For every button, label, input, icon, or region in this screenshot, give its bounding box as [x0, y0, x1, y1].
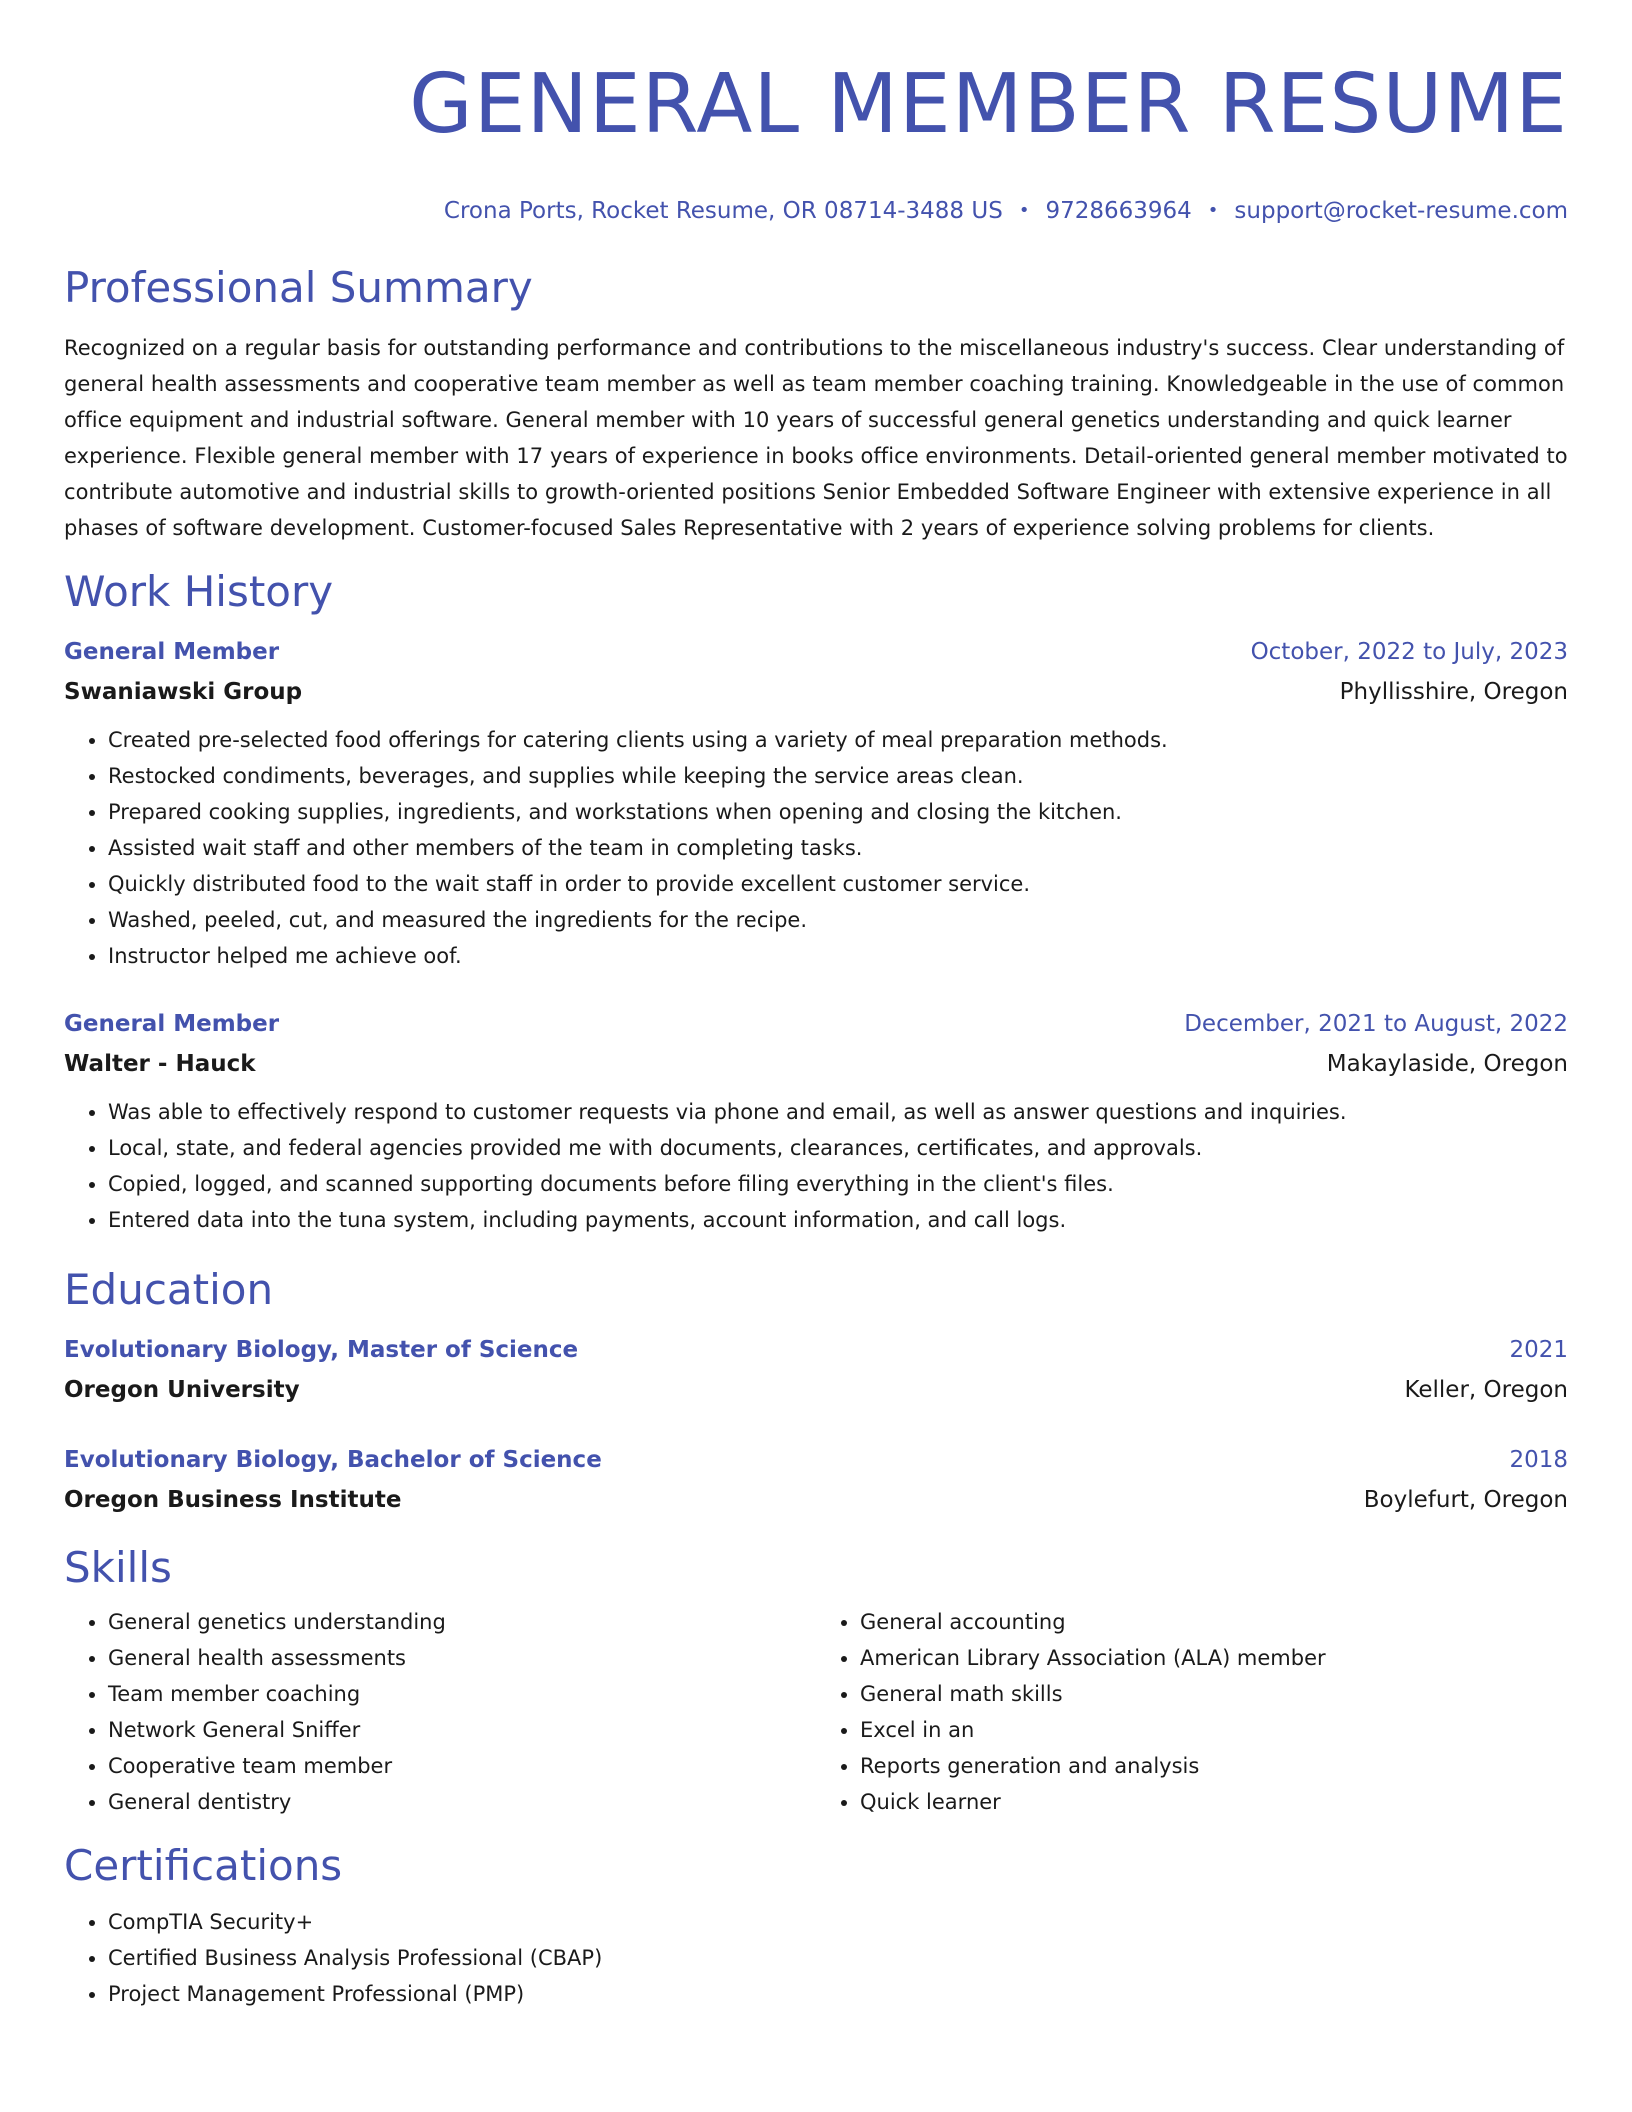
education-year: 2018 [1509, 1447, 1568, 1473]
job-entry [64, 1004, 1568, 1238]
list-item: • Cooperative team member [108, 1748, 816, 1784]
list-item: • Project Management Professional (PMP) [108, 1976, 1568, 2012]
address: Crona Ports, Rocket Resume, OR 08714-3488 US [443, 198, 1003, 224]
list-item: • Assisted wait staff and other members of the team in completing tasks. [108, 830, 1568, 866]
list-item: • Quick learner [860, 1784, 1568, 1820]
list-item: • Quickly distributed food to the wait staff in order to provide excellent customer service. [108, 866, 1568, 902]
job-company: Walter - Hauck [64, 1051, 256, 1077]
section-title-education: Education [64, 1265, 274, 1314]
education-year: 2021 [1509, 1337, 1568, 1363]
list-item: • General health assessments [108, 1640, 816, 1676]
skills-list-left [64, 1604, 816, 1820]
list-item: • Instructor helped me achieve oof. [108, 938, 1568, 974]
list-item: • Entered data into the tuna system, including payments, account information, and call logs. [108, 1202, 1568, 1238]
list-item: • Was able to effectively respond to customer requests via phone and email, as well as answer questions and inquiries. [108, 1094, 1568, 1130]
list-item: • Washed, peeled, cut, and measured the ingredients for the recipe. [108, 902, 1568, 938]
list-item: • Certified Business Analysis Professional (CBAP) [108, 1940, 1568, 1976]
section-title-summary: Professional Summary [64, 263, 533, 312]
list-item: • Excel in an [860, 1712, 1568, 1748]
phone: 9728663964 [1045, 198, 1192, 224]
separator-dot: • [1207, 200, 1219, 221]
separator-dot: • [1018, 200, 1030, 221]
list-item: • General genetics understanding [108, 1604, 816, 1640]
education-location: Boylefurt, Oregon [1363, 1487, 1568, 1513]
job-role: General Member [64, 639, 280, 665]
skills-grid [64, 1604, 1568, 1820]
education-school: Oregon Business Institute [64, 1487, 402, 1513]
education-degree: Evolutionary Biology, Bachelor of Science [64, 1447, 602, 1473]
education-location: Keller, Oregon [1404, 1377, 1568, 1403]
list-item: • CompTIA Security+ [108, 1904, 1568, 1940]
education-entry [64, 1330, 1568, 1410]
section-title-work-history: Work History [64, 567, 334, 616]
list-item: • Local, state, and federal agencies provided me with documents, clearances, certificates, and approvals. [108, 1130, 1568, 1166]
list-item: • Copied, logged, and scanned supporting documents before filing everything in the client's files. [108, 1166, 1568, 1202]
job-role: General Member [64, 1011, 280, 1037]
resume-title: GENERAL MEMBER RESUME [409, 57, 1568, 152]
certifications-list [64, 1904, 1568, 2012]
job-location: Makaylaside, Oregon [1326, 1051, 1568, 1077]
email-link[interactable]: support@rocket-resume.com [1234, 198, 1568, 224]
education-school: Oregon University [64, 1377, 300, 1403]
list-item: • Reports generation and analysis [860, 1748, 1568, 1784]
job-company: Swaniawski Group [64, 679, 303, 705]
job-bullets [64, 1094, 1568, 1238]
job-dates: December, 2021 to August, 2022 [1184, 1011, 1568, 1037]
summary-text: Recognized on a regular basis for outstanding performance and contributions to the miscellaneous industry's success. Clear understanding of general health assessments and cooperative team member as well as team member coaching training. Knowledgeable in the use of common office equipment and industrial software. General member with 10 years of successful general genetics understanding and quick learner experience. Flexible general member with 17 years of experience in books office environments. Detail-oriented general member motivated to contribute automotive and industrial skills to growth-oriented positions Senior Embedded Software Engineer with extensive experience in all phases of software development. Customer-focused Sales Representative with 2 years of experience solving problems for clients. [64, 336, 1568, 540]
list-item: • Prepared cooking supplies, ingredients, and workstations when opening and closing the kitchen. [108, 794, 1568, 830]
job-dates: October, 2022 to July, 2023 [1250, 639, 1568, 665]
list-item: • General dentistry [108, 1784, 816, 1820]
list-item: • Restocked condiments, beverages, and supplies while keeping the service areas clean. [108, 758, 1568, 794]
contact-line [64, 194, 1568, 228]
skills-list-right [816, 1604, 1568, 1820]
list-item: • American Library Association (ALA) member [860, 1640, 1568, 1676]
education-entry [64, 1440, 1568, 1520]
job-bullets [64, 722, 1568, 974]
section-title-skills: Skills [64, 1543, 172, 1592]
list-item: • Network General Sniffer [108, 1712, 816, 1748]
education-degree: Evolutionary Biology, Master of Science [64, 1337, 579, 1363]
job-location: Phyllisshire, Oregon [1339, 679, 1568, 705]
section-title-certifications: Certifications [64, 1841, 343, 1890]
list-item: • Team member coaching [108, 1676, 816, 1712]
list-item: • General accounting [860, 1604, 1568, 1640]
list-item: • Created pre-selected food offerings for catering clients using a variety of meal preparation methods. [108, 722, 1568, 758]
list-item: • General math skills [860, 1676, 1568, 1712]
job-entry [64, 632, 1568, 974]
